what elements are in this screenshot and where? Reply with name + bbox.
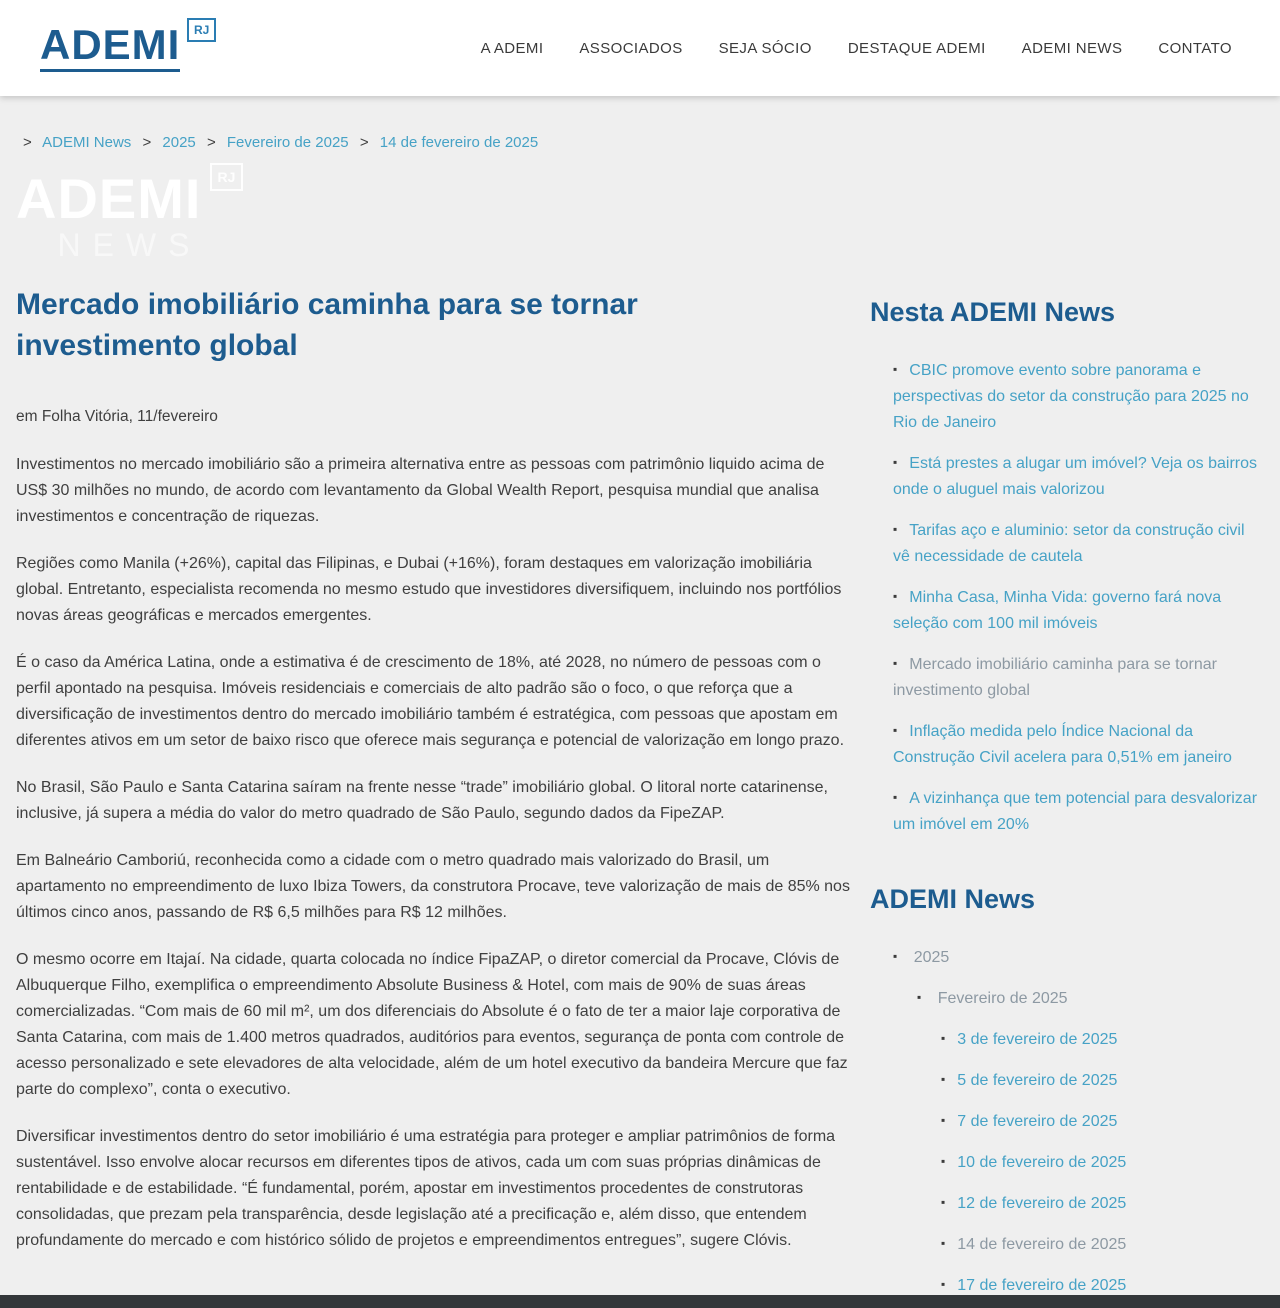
news-logo-subtitle: NEWS: [57, 227, 202, 263]
site-logo[interactable]: [40, 21, 216, 72]
archive-link-3-fev[interactable]: 3 de fevereiro de 2025: [957, 1031, 1118, 1048]
archive-month: [917, 986, 1264, 1295]
page-body: [0, 96, 1280, 1295]
list-item: [893, 358, 1264, 436]
breadcrumb-separator: >: [142, 134, 152, 151]
nav-a-ademi[interactable]: A ADEMI: [480, 39, 544, 57]
breadcrumb-2025[interactable]: 2025: [162, 134, 196, 151]
archive-link-14-fev-current[interactable]: 14 de fevereiro de 2025: [957, 1236, 1127, 1253]
list-item: [893, 518, 1264, 570]
archive-day: [941, 1191, 1264, 1217]
sidebar-link-vizinhanca[interactable]: A vizinhança que tem potencial para desvalorizar um imóvel em 20%: [893, 790, 1258, 833]
sidebar-heading-nesta-ademi-news: Nesta ADEMI News: [870, 297, 1116, 327]
article-paragraph: O mesmo ocorre em Itajaí. Na cidade, quarta colocada no índice FipaZAP, o diretor comercial da Procave, Clóvis de Albuquerque Filho, exemplifica o empreendimento Absolute Business & Hotel, com mais de 90% de suas áreas comercializadas. “Com mais de 60 mil m², um dos diferenciais do Absolute é o fato de ter a maior laje corporativa de Santa Catarina, com mais de 1.400 metros quadrados, auditórios para eventos, segurança de ponta com controle de acesso personalizado e sete elevadores de alta velocidade, além de um hotel executivo da bandeira Mercure que faz parte do complexo”, conta o executivo.: [16, 951, 848, 1098]
site-header: [0, 0, 1280, 96]
sidebar-heading-ademi-news-archive: ADEMI News: [870, 884, 1036, 914]
archive-link-7-fev[interactable]: 7 de fevereiro de 2025: [957, 1113, 1118, 1130]
article-paragraph: Regiões como Manila (+26%), capital das Filipinas, e Dubai (+16%), foram destaques em valorização imobiliária global. Entretanto, especialista recomenda no mesmo estudo que investidores diversifiquem, incluindo nos portfólios novas áreas geográficas e mercados emergentes.: [16, 555, 842, 624]
archive-months: [893, 986, 1264, 1295]
article-byline: em Folha Vitória, 11/fevereiro: [16, 408, 218, 425]
article: [16, 167, 854, 1295]
sidebar-link-tarifas-aco[interactable]: Tarifas aço e aluminio: setor da construção civil vê necessidade de cautela: [893, 522, 1245, 565]
sidebar-link-cbic-evento[interactable]: CBIC promove evento sobre panorama e perspectivas do setor da construção para 2025 no Rio de Janeiro: [893, 362, 1249, 431]
archive-link-5-fev[interactable]: 5 de fevereiro de 2025: [957, 1072, 1118, 1089]
article-paragraph: No Brasil, São Paulo e Santa Catarina saíram na frente nesse “trade” imobiliário global. O litoral norte catarinense, inclusive, já supera a média do valor do metro quadrado de São Paulo, segundo dados da FipeZAP.: [16, 779, 828, 822]
sidebar-link-inflacao-incc[interactable]: Inflação medida pelo Índice Nacional da Construção Civil acelera para 0,51% em janeiro: [893, 723, 1232, 766]
nav-destaque-ademi[interactable]: DESTAQUE ADEMI: [847, 39, 986, 57]
nav-seja-socio[interactable]: SEJA SÓCIO: [718, 39, 812, 57]
list-item: [893, 786, 1264, 838]
nav-ademi-news[interactable]: ADEMI NEWS: [1021, 39, 1123, 57]
breadcrumb-14-fevereiro-2025[interactable]: 14 de fevereiro de 2025: [379, 134, 539, 151]
nav-associados[interactable]: ASSOCIADOS: [579, 39, 683, 57]
sidebar-link-minha-casa[interactable]: Minha Casa, Minha Vida: governo fará nova seleção com 100 mil imóveis: [893, 589, 1222, 632]
article-title: Mercado imobiliário caminha para se tornar investimento global: [16, 288, 638, 362]
article-paragraph: Em Balneário Camboriú, reconhecida como a cidade com o metro quadrado mais valorizado do Brasil, um apartamento no empreendimento de luxo Ibiza Towers, da construtora Procave, teve valorização de mais de 85% nos últimos cinco anos, passando de R$ 6,5 milhões para R$ 12 milhões.: [16, 852, 850, 921]
breadcrumb-separator: >: [23, 134, 32, 151]
archive-link-10-fev[interactable]: 10 de fevereiro de 2025: [957, 1154, 1127, 1171]
footer-bar: [0, 1295, 1280, 1308]
in-this-issue-list: [870, 358, 1264, 838]
archive-days: [917, 1027, 1264, 1295]
breadcrumb-fevereiro-2025[interactable]: Fevereiro de 2025: [226, 134, 349, 151]
ademi-news-logo: [16, 167, 243, 263]
nav-contato[interactable]: CONTATO: [1158, 39, 1232, 57]
archive-day: [941, 1068, 1264, 1094]
article-paragraph: É o caso da América Latina, onde a estimativa é de crescimento de 18%, até 2028, no número de pessoas com o perfil apontado na pesquisa. Imóveis residenciais e comerciais de alto padrão são o foco, o que reforça que a diversificação de investimentos dentro do mercado imobiliário também é estratégica, com pessoas que apostam em diferentes ativos em um setor de baixo risco que oferece mais segurança e potencial de valorização em longo prazo.: [16, 654, 845, 749]
archive-link-2025[interactable]: 2025: [913, 949, 950, 966]
breadcrumb: [16, 134, 1264, 151]
archive-day: [941, 1150, 1264, 1176]
breadcrumb-separator: >: [206, 134, 216, 151]
archive-day: [941, 1109, 1264, 1135]
sidebar: [870, 167, 1264, 1295]
article-paragraph: Investimentos no mercado imobiliário são a primeira alternativa entre as pessoas com patrimônio liquido acima de US$ 30 milhões no mundo, de acordo com levantamento da Global Wealth Report, pesquisa mundial que analisa investimentos e concentração de riquezas.: [16, 456, 825, 525]
list-item: [893, 652, 1264, 704]
list-item: [893, 451, 1264, 503]
logo-wordmark: ADEMI: [40, 24, 180, 72]
archive-year: [893, 945, 1264, 1295]
list-item: [893, 585, 1264, 637]
list-item: [893, 719, 1264, 771]
sidebar-link-alugar-imovel[interactable]: Está prestes a alugar um imóvel? Veja os bairros onde o aluguel mais valorizou: [893, 455, 1257, 498]
main-nav: [445, 40, 1232, 57]
breadcrumb-separator: >: [359, 134, 369, 151]
archive-link-12-fev[interactable]: 12 de fevereiro de 2025: [957, 1195, 1127, 1212]
news-logo-rj-badge: RJ: [210, 163, 244, 191]
archive-link-17-fev[interactable]: 17 de fevereiro de 2025: [957, 1277, 1127, 1294]
archive-day: [941, 1232, 1264, 1258]
news-logo-wordmark: ADEMI: [16, 167, 202, 230]
archive-list: [870, 945, 1264, 1295]
article-paragraph: Diversificar investimentos dentro do setor imobiliário é uma estratégia para proteger e ampliar patrimônios de forma sustentável. Isso envolve alocar recursos em diferentes tipos de ativos, cada um com suas próprias dinâmicas de rentabilidade e de estabilidade. “É fundamental, porém, apostar em investimentos procedentes de construtoras consolidadas, que prezam pela transparência, desde legislação até a precificação e, além disso, que entendem profundamente do mercado e com histórico sólido de projetos e empreendimentos entregues”, sugere Clóvis.: [16, 1128, 836, 1249]
breadcrumb-ademi-news[interactable]: ADEMI News: [42, 134, 132, 151]
archive-link-fevereiro-2025[interactable]: Fevereiro de 2025: [937, 990, 1068, 1007]
archive-day: [941, 1027, 1264, 1053]
logo-rj-badge: RJ: [187, 18, 216, 42]
sidebar-link-mercado-imobiliario-current[interactable]: Mercado imobiliário caminha para se tornar investimento global: [893, 656, 1217, 699]
archive-day: [941, 1273, 1264, 1295]
